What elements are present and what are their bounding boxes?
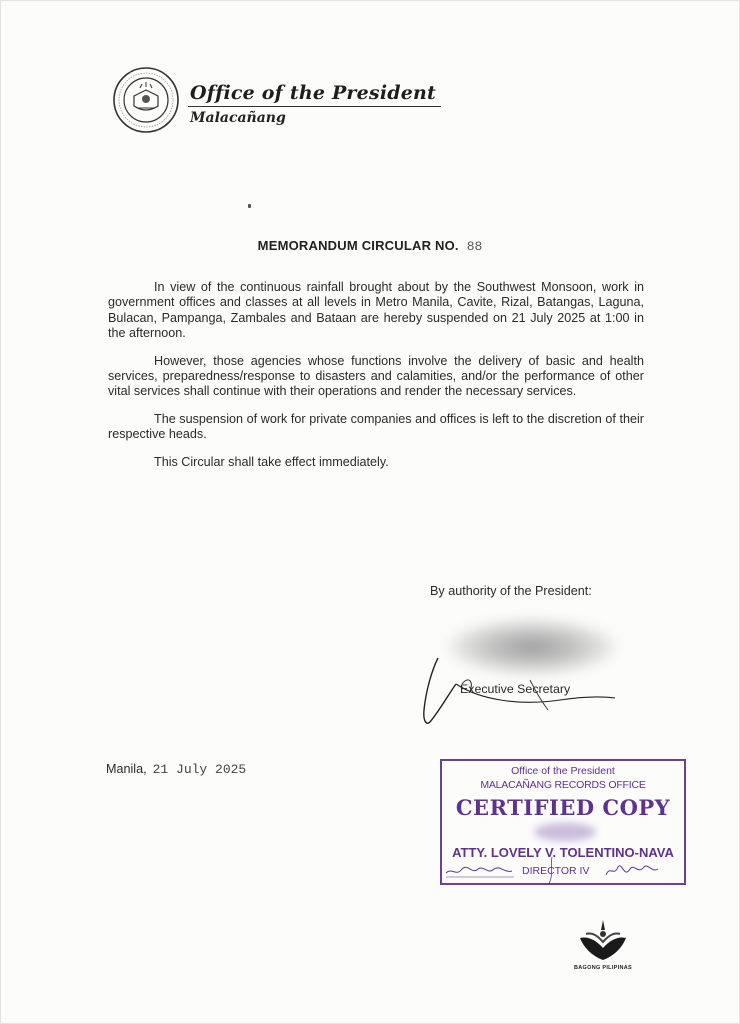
stamp-handwriting-icon [442,857,688,885]
paragraph-4: This Circular shall take effect immediately. [154,454,389,469]
authority-line: By authority of the President: [430,584,592,598]
stamp-office: Office of the President [511,765,615,777]
letterhead-subtitle: Malacañang [190,110,286,126]
memo-heading [0,238,740,254]
certified-copy-stamp [440,759,686,885]
paragraph-2: However, those agencies whose functions involve the delivery of basic and health services, preparedness/response to disasters and calamities, and/or the performance of other vital services shall continue with their operations and render the necessary services. [108,353,644,399]
stray-mark [248,204,251,208]
stamp-records-office: MALACAÑANG RECORDS OFFICE [480,779,646,791]
date-line [106,762,246,777]
presidential-seal-icon [112,66,180,134]
bagong-pilipinas-text: BAGONG PILIPINAS [574,965,632,971]
paragraph-3: The suspension of work for private companies and offices is left to the discretion of their respective heads. [108,411,644,442]
memo-heading-label: MEMORANDUM CIRCULAR NO. [257,238,459,253]
place-label: Manila, [106,762,147,776]
paragraph-1: In view of the continuous rainfall brought about by the Southwest Monsoon, work in government offices and classes at all levels in Metro Manila, Cavite, Rizal, Batangas, Laguna, Bulacan, Pampanga, Zambales and Bataan are hereby suspended on 21 July 2025 at 1:00 in the afternoon. [108,280,644,341]
bagong-pilipinas-logo-icon [572,918,634,962]
stamp-certified-copy: CERTIFIED COPY [455,795,671,820]
letterhead-title: Office of the President [190,82,437,104]
stamp-initial-blur [534,823,596,841]
date-value: 21 July 2025 [152,762,247,777]
memo-body [108,280,644,482]
letterhead-rule [188,106,441,107]
memo-number: 88 [466,239,483,254]
stamp-director-title: DIRECTOR IV [522,865,590,877]
stamp-signatory-name: ATTY. LOVELY V. TOLENTINO-NAVA [452,845,674,860]
signatory-title: Executive Secretary [460,682,571,696]
